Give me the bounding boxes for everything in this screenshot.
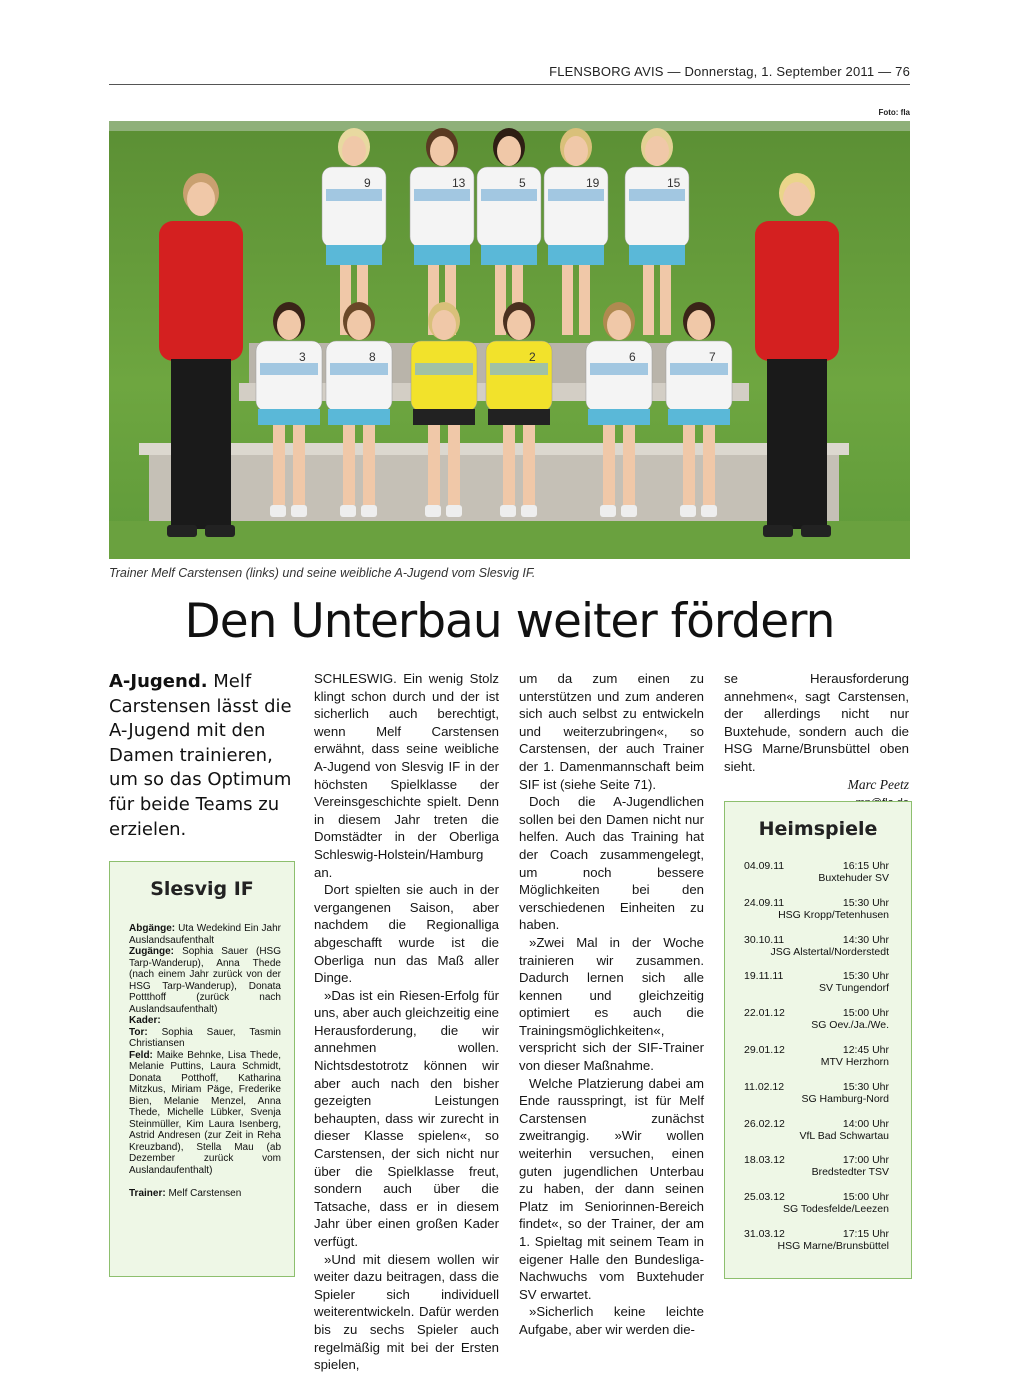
person-shorts [481,245,537,265]
article-paragraph: se Herausforderung annehmen«, sagt Carstensen, der allerdings nicht nur Buxtehude, sondern auch die HSG Marne/Brunsbüttel oben sieht. [724,671,909,774]
photo-credit: Foto: fla [878,108,910,117]
person-shorts [588,409,650,425]
abgaenge-label: Abgänge: [129,923,176,934]
game-time: 17:15 Uhr [842,1227,889,1240]
game-time: 15:00 Uhr [842,1191,889,1204]
game-row [744,1154,889,1191]
person-leg [623,425,635,505]
person-shorts [488,409,550,425]
jersey-number: 13 [452,176,466,190]
person-shoe [701,505,717,517]
jersey-number: 6 [629,350,636,364]
person-shoe [446,505,462,517]
game-date: 29.01.12 [744,1043,785,1056]
game-date: 31.03.12 [744,1227,785,1240]
shirt-sponsor [670,363,728,375]
game-opponent: JSG Alstertal/Norderstedt [770,945,889,958]
article-column-2 [519,670,704,1339]
jersey-number: 9 [364,176,371,190]
game-opponent: HSG Kropp/Tetenhusen [778,908,889,921]
person-leg [603,425,615,505]
person-leg [428,425,440,505]
person-shoe [340,505,356,517]
header-rule [109,84,910,85]
person-leg [703,425,715,505]
zugaenge-label: Zugänge: [129,946,174,957]
game-date: 11.02.12 [744,1080,785,1093]
article-paragraph: SCHLESWIG. Ein wenig Stolz klingt schon durch und der ist sicherlich auch berechtigt, wenn Melf Carstensen erwähnt, dass seine weibliche A-Jugend von Slesvig IF in der höchsten Spielklasse der Vereinsgeschichte spielt. Denn in diesem Jahr treten die Domstädter in der Oberliga Schleswig-Holstein/Hamburg an. [314,671,499,880]
person-shirt [586,341,652,411]
game-opponent: VfL Bad Schwartau [799,1129,889,1142]
game-date: 18.03.12 [744,1154,785,1167]
shirt-sponsor [590,363,648,375]
game-date: 26.02.12 [744,1117,785,1130]
game-opponent: SG Todesfelde/Leezen [782,1203,889,1216]
game-opponent: SV Tungendorf [818,982,889,995]
person-face [507,310,531,340]
coach-pants [171,359,231,529]
person-shirt [666,341,732,411]
game-time: 15:30 Uhr [842,970,889,983]
game-opponent: SG Oev./Ja./We. [811,1019,889,1032]
person-leg [293,425,305,505]
lead-text: Melf Carstensen lässt die A-Jugend mit den Damen trainieren, um so das Optimum für beide Teams zu erzielen. [109,671,292,840]
abgaenge-text: Uta Wedekind Ein Jahr Auslandsaufenthalt [129,923,282,946]
person-leg [273,425,285,505]
jersey-number: 15 [667,176,681,190]
game-time: 15:30 Uhr [842,896,889,909]
roster-box [109,861,295,1277]
jersey-number: 19 [586,176,600,190]
person-leg [562,265,573,335]
jersey-number: 3 [299,350,306,364]
person-shorts [258,409,320,425]
lead-kicker: A-Jugend. [109,671,208,692]
person-face [564,136,588,166]
feld-text: Maike Behnke, Lisa Thede, Melanie Puttins, Laura Schmidt, Donata Potthoff, Katharina Mitzkus, Miriam Päge, Frederike Bien, Melanie Menzel, Anna Thede, Michelle Lübker, Svenja Steinmüller, Kim Laura Isenberg, Astrid Andresen (zur Zeit in Reha Kreuzband), Stella Mau (ab Dezember zurück vom Auslandaufenthalt) [129,1049,281,1176]
shirt-sponsor [490,363,548,375]
game-date: 24.09.11 [744,896,785,909]
person-shoe [680,505,696,517]
team-photo-illustration [109,121,910,559]
shirt-sponsor [629,189,685,201]
person-leg [523,425,535,505]
headline: Den Unterbau weiter fördern [184,594,835,649]
person-shoe [621,505,637,517]
person-shirt [326,341,392,411]
tor-text: Sophia Sauer, Tasmin Christiansen [129,1026,281,1049]
author-name: Marc Peetz [847,776,909,792]
article-paragraph: »Und mit diesem wollen wir weiter dazu beitragen, dass die Spieler sich individuell weiterentwickeln. Dafür werden bis zu sechs Spieler auch regelmäßig mit bei der Ersten spielen, [314,1251,499,1373]
lead-paragraph [109,670,294,842]
shirt-sponsor [415,363,473,375]
game-row [744,934,889,971]
person-face [430,136,454,166]
game-opponent: Bredstedter TSV [811,1166,889,1179]
article-paragraph: Dort spielten sie auch in der vergangenen Saison, aber nachdem die Regionalliga abgeschafft wurde ist die Oberliga nun das Maß aller Dinge. [314,882,499,986]
person-shorts [414,245,470,265]
shirt-sponsor [326,189,382,201]
coach-face [187,182,215,216]
coach-shoe [763,525,793,537]
game-time: 15:30 Uhr [842,1080,889,1093]
photo-caption: Trainer Melf Carstensen (links) und seine weibliche A-Jugend vom Slesvig IF. [109,566,536,580]
person-shirt [256,341,322,411]
heimspiele-box [724,801,912,1279]
trainer-text: Melf Carstensen [168,1188,242,1199]
game-date: 30.10.11 [744,933,785,946]
game-time: 15:00 Uhr [842,1007,889,1020]
game-date: 25.03.12 [744,1191,785,1204]
person-face [347,310,371,340]
game-date: 04.09.11 [744,860,785,872]
person-face [607,310,631,340]
person-face [277,310,301,340]
article-paragraph: »Das ist ein Riesen-Erfolg für uns, aber auch gleichzeitig eine Herausforderung, die wir annehmen wollen. Nichtsdestotrotz können wir aber auch nach den bisher gezeigten Leistungen behaupten, dass wir zurecht in dieser Klasse spielen«, so Carstensen, der sich nicht nur über die Spielklasse freut, sondern auch über die Tatsache, dass er in diesem Jahr über einen großen Kader verfügt. [314,987,499,1249]
person-leg [363,425,375,505]
team-photo [109,121,910,559]
game-opponent: SG Hamburg-Nord [801,1092,889,1105]
game-row [744,1191,889,1228]
person-leg [343,425,355,505]
person-shorts [326,245,382,265]
game-row [744,1007,889,1044]
shirt-sponsor [414,189,470,201]
game-time: 16:15 Uhr [842,860,889,872]
trainer-label: Trainer: [129,1188,166,1199]
coach-shoe [205,525,235,537]
coach-shoe [167,525,197,537]
person-leg [503,425,515,505]
person-shoe [361,505,377,517]
person-shorts [413,409,475,425]
feld-label: Feld: [129,1049,153,1061]
person-shoe [270,505,286,517]
person-shoe [500,505,516,517]
game-time: 12:45 Uhr [842,1043,889,1056]
jersey-number: 7 [709,350,716,364]
game-row [744,897,889,934]
article-paragraph: Welche Platzierung dabei am Ende rausspringt, ist für Melf Carstensen zunächst zweitrangig. »Wir wollen weiterhin versuchen, einen guten jugendlichen Unterbau zu haben, der dann seinen Platz im Seniorinnen-Bereich findet«, so der Trainer, der am 1. Spieltag mit seinem Team in eigener Halle den Bundesliga-Nachwuchs vom Buxtehuder SV erwartet. [519,1075,704,1302]
zugaenge-text: Sophia Sauer (HSG Tarp-Wanderup), Anna Thede (nach einem Jahr zurück von der HSG Tarp-Wanderup), Donata Pottthoff (zurück nach Auslandsaufenthalt) [129,946,281,1015]
coach-shoe [801,525,831,537]
article-column-3 [724,670,909,813]
game-time: 17:00 Uhr [842,1154,889,1167]
person-face [687,310,711,340]
person-face [342,136,366,166]
game-row [744,1044,889,1081]
person-shoe [600,505,616,517]
game-time: 14:30 Uhr [842,933,889,946]
article-paragraph: Doch die A-Jugendlichen sollen bei den Damen nicht nur helfen. Auch das Training hat der Coach zusammengelegt, um noch bessere Möglichkeiten bei den verschiedenen Einheiten zu haben. [519,794,704,933]
person-shorts [328,409,390,425]
game-row [744,1228,889,1265]
shirt-sponsor [330,363,388,375]
person-shorts [629,245,685,265]
person-shorts [668,409,730,425]
person-shorts [548,245,604,265]
game-opponent: MTV Herzhorn [820,1055,889,1068]
article-paragraph: »Zwei Mal in der Woche trainieren wir zusammen. Dadurch lernen sich alle kennen und gleichzeitig optimiert es auch die Trainingsmöglichkeiten«, verspricht sich der SIF-Trainer von dieser Maßnahme. [519,934,704,1074]
roster-body [129,923,281,1200]
person-leg [448,425,460,505]
person-shirt [477,167,541,247]
shirt-sponsor [481,189,537,201]
person-leg [643,265,654,335]
game-opponent: Buxtehuder SV [818,872,889,884]
person-shoe [425,505,441,517]
game-row [744,1081,889,1118]
article-paragraph: »Sicherlich keine leichte Aufgabe, aber wir werden die- [519,1304,704,1337]
person-leg [660,265,671,335]
person-face [497,136,521,166]
shirt-sponsor [260,363,318,375]
person-leg [683,425,695,505]
game-row [744,860,889,897]
game-time: 14:00 Uhr [842,1117,889,1130]
article-column-1 [314,670,499,1374]
person-shirt [486,341,552,411]
game-date: 22.01.12 [744,1007,785,1020]
person-leg [579,265,590,335]
coach-jacket [755,221,839,361]
jersey-number: 8 [369,350,376,364]
shirt-sponsor [548,189,604,201]
game-date: 19.11.11 [744,970,784,983]
heimspiele-list [744,860,889,1265]
tor-label: Tor: [129,1026,148,1038]
person-shirt [411,341,477,411]
person-shirt [322,167,386,247]
game-row [744,1118,889,1155]
jersey-number: 2 [529,350,536,364]
article-paragraph: um da zum einen zu unterstützen und zum anderen sich auch selbst zu entwickeln und weiterzubringen«, so Carstensen, der auch Trainer der 1. Damenmannschaft beim SIF ist (siehe Seite 71). [519,671,704,792]
coach-pants [767,359,827,529]
game-row [744,970,889,1007]
person-shoe [521,505,537,517]
person-face [432,310,456,340]
coach-face [783,182,811,216]
heimspiele-title: Heimspiele [758,818,878,840]
person-face [645,136,669,166]
game-opponent: HSG Marne/Brunsbüttel [777,1239,889,1252]
roster-title: Slesvig IF [150,878,254,900]
kader-label: Kader: [129,1015,161,1026]
coach-jacket [159,221,243,361]
jersey-number: 5 [519,176,526,190]
person-shoe [291,505,307,517]
page-header: FLENSBORG AVIS — Donnerstag, 1. September 2011 — 76 [549,64,910,79]
